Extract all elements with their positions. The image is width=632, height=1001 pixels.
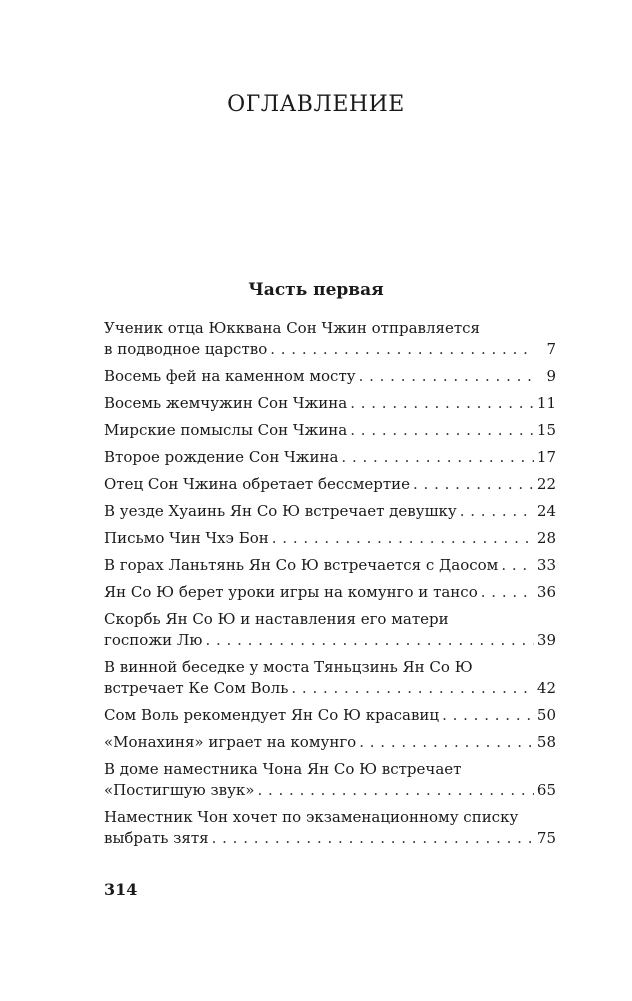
toc-page-number: 22 xyxy=(536,475,556,493)
toc-entry-line xyxy=(104,609,556,630)
toc-page-number: 75 xyxy=(536,829,556,847)
toc-page-number: 15 xyxy=(536,421,556,439)
toc-entry-line xyxy=(104,759,556,780)
toc-entry xyxy=(104,705,556,726)
dot-leader xyxy=(205,630,533,651)
toc-entry xyxy=(104,366,556,387)
section-heading: Часть первая xyxy=(248,280,384,300)
toc-entry-line xyxy=(104,678,556,699)
toc-entry xyxy=(104,609,556,651)
toc-entry-title: Мирские помыслы Сон Чжина xyxy=(104,421,348,439)
dot-leader xyxy=(257,780,533,801)
toc-page-number: 7 xyxy=(546,340,556,358)
dot-leader xyxy=(481,582,534,603)
toc-entry-line xyxy=(104,366,556,387)
toc-entry xyxy=(104,582,556,603)
toc-entry-title: В винной беседке у моста Тяньцзинь Ян Со Ю xyxy=(104,658,473,676)
toc-entry-title: Скорбь Ян Со Ю и наставления его матери xyxy=(104,610,449,628)
dot-leader xyxy=(359,732,534,753)
toc-entry xyxy=(104,420,556,441)
toc-entry-title: Второе рождение Сон Чжина xyxy=(104,448,339,466)
toc-entry-title: выбрать зятя xyxy=(104,829,209,847)
dot-leader xyxy=(501,555,534,576)
dot-leader xyxy=(341,447,533,468)
toc-entry xyxy=(104,393,556,414)
table-of-contents xyxy=(104,318,556,855)
toc-entry xyxy=(104,732,556,753)
toc-entry-title: Отец Сон Чжина обретает бессмертие xyxy=(104,475,411,493)
dot-leader xyxy=(350,420,534,441)
toc-entry xyxy=(104,528,556,549)
toc-page-number: 65 xyxy=(536,781,556,799)
toc-entry-title: Ученик отца Юкквана Сон Чжин отправляется xyxy=(104,319,480,337)
toc-entry-title: В доме наместника Чона Ян Со Ю встречает xyxy=(104,760,462,778)
toc-entry-line xyxy=(104,657,556,678)
toc-page-number: 9 xyxy=(546,367,556,385)
toc-entry-title: Сом Воль рекомендует Ян Со Ю красавиц xyxy=(104,706,440,724)
toc-entry-line xyxy=(104,318,556,339)
toc-entry xyxy=(104,657,556,699)
page-number: 314 xyxy=(104,880,138,899)
toc-entry-title: встречает Ке Сом Воль xyxy=(104,679,289,697)
dot-leader xyxy=(359,366,535,387)
toc-entry-title: В уезде Хуаинь Ян Со Ю встречает девушку xyxy=(104,502,457,520)
toc-entry-title: Восемь фей на каменном мосту xyxy=(104,367,356,385)
toc-entry-title: Ян Со Ю берет уроки игры на комунго и тансо xyxy=(104,583,478,601)
toc-entry xyxy=(104,807,556,849)
toc-entry-title: «Монахиня» играет на комунго xyxy=(104,733,357,751)
toc-entry-line xyxy=(104,447,556,468)
toc-entry-line xyxy=(104,501,556,522)
toc-entry-title: «Постигшую звук» xyxy=(104,781,255,799)
toc-page-number: 58 xyxy=(536,733,556,751)
toc-page-number: 33 xyxy=(536,556,556,574)
toc-page-number: 11 xyxy=(536,394,556,412)
toc-entry-title: в подводное царство xyxy=(104,340,268,358)
toc-page-number: 36 xyxy=(536,583,556,601)
toc-entry-line xyxy=(104,555,556,576)
toc-entry-line xyxy=(104,582,556,603)
toc-entry xyxy=(104,318,556,360)
dot-leader xyxy=(413,474,534,495)
toc-page-number: 39 xyxy=(536,631,556,649)
toc-page-number: 42 xyxy=(536,679,556,697)
toc-entry-title: Письмо Чин Чхэ Бон xyxy=(104,529,269,547)
toc-entry-line xyxy=(104,420,556,441)
toc-entry-line xyxy=(104,528,556,549)
toc-entry-line xyxy=(104,828,556,849)
page-title: ОГЛАВЛЕНИЕ xyxy=(227,92,405,117)
toc-page-number: 28 xyxy=(536,529,556,547)
dot-leader xyxy=(291,678,534,699)
toc-entry-line xyxy=(104,630,556,651)
toc-page-number: 50 xyxy=(536,706,556,724)
toc-entry-line xyxy=(104,474,556,495)
toc-page-number: 17 xyxy=(536,448,556,466)
toc-entry-line xyxy=(104,393,556,414)
toc-entry xyxy=(104,474,556,495)
toc-entry-line xyxy=(104,732,556,753)
dot-leader xyxy=(212,828,534,849)
toc-entry-title: В горах Ланьтянь Ян Со Ю встречается с Даосом xyxy=(104,556,499,574)
dot-leader xyxy=(442,705,534,726)
toc-entry-title: госпожи Лю xyxy=(104,631,203,649)
toc-entry-line xyxy=(104,780,556,801)
dot-leader xyxy=(460,501,534,522)
toc-entry-title: Восемь жемчужин Сон Чжина xyxy=(104,394,348,412)
toc-entry xyxy=(104,555,556,576)
toc-entry-line xyxy=(104,339,556,360)
toc-entry-line xyxy=(104,807,556,828)
toc-entry xyxy=(104,501,556,522)
toc-entry xyxy=(104,447,556,468)
dot-leader xyxy=(272,528,534,549)
toc-entry-title: Наместник Чон хочет по экзаменационному списку xyxy=(104,808,519,826)
toc-entry xyxy=(104,759,556,801)
dot-leader xyxy=(350,393,534,414)
dot-leader xyxy=(270,339,535,360)
toc-entry-line xyxy=(104,705,556,726)
toc-page-number: 24 xyxy=(536,502,556,520)
